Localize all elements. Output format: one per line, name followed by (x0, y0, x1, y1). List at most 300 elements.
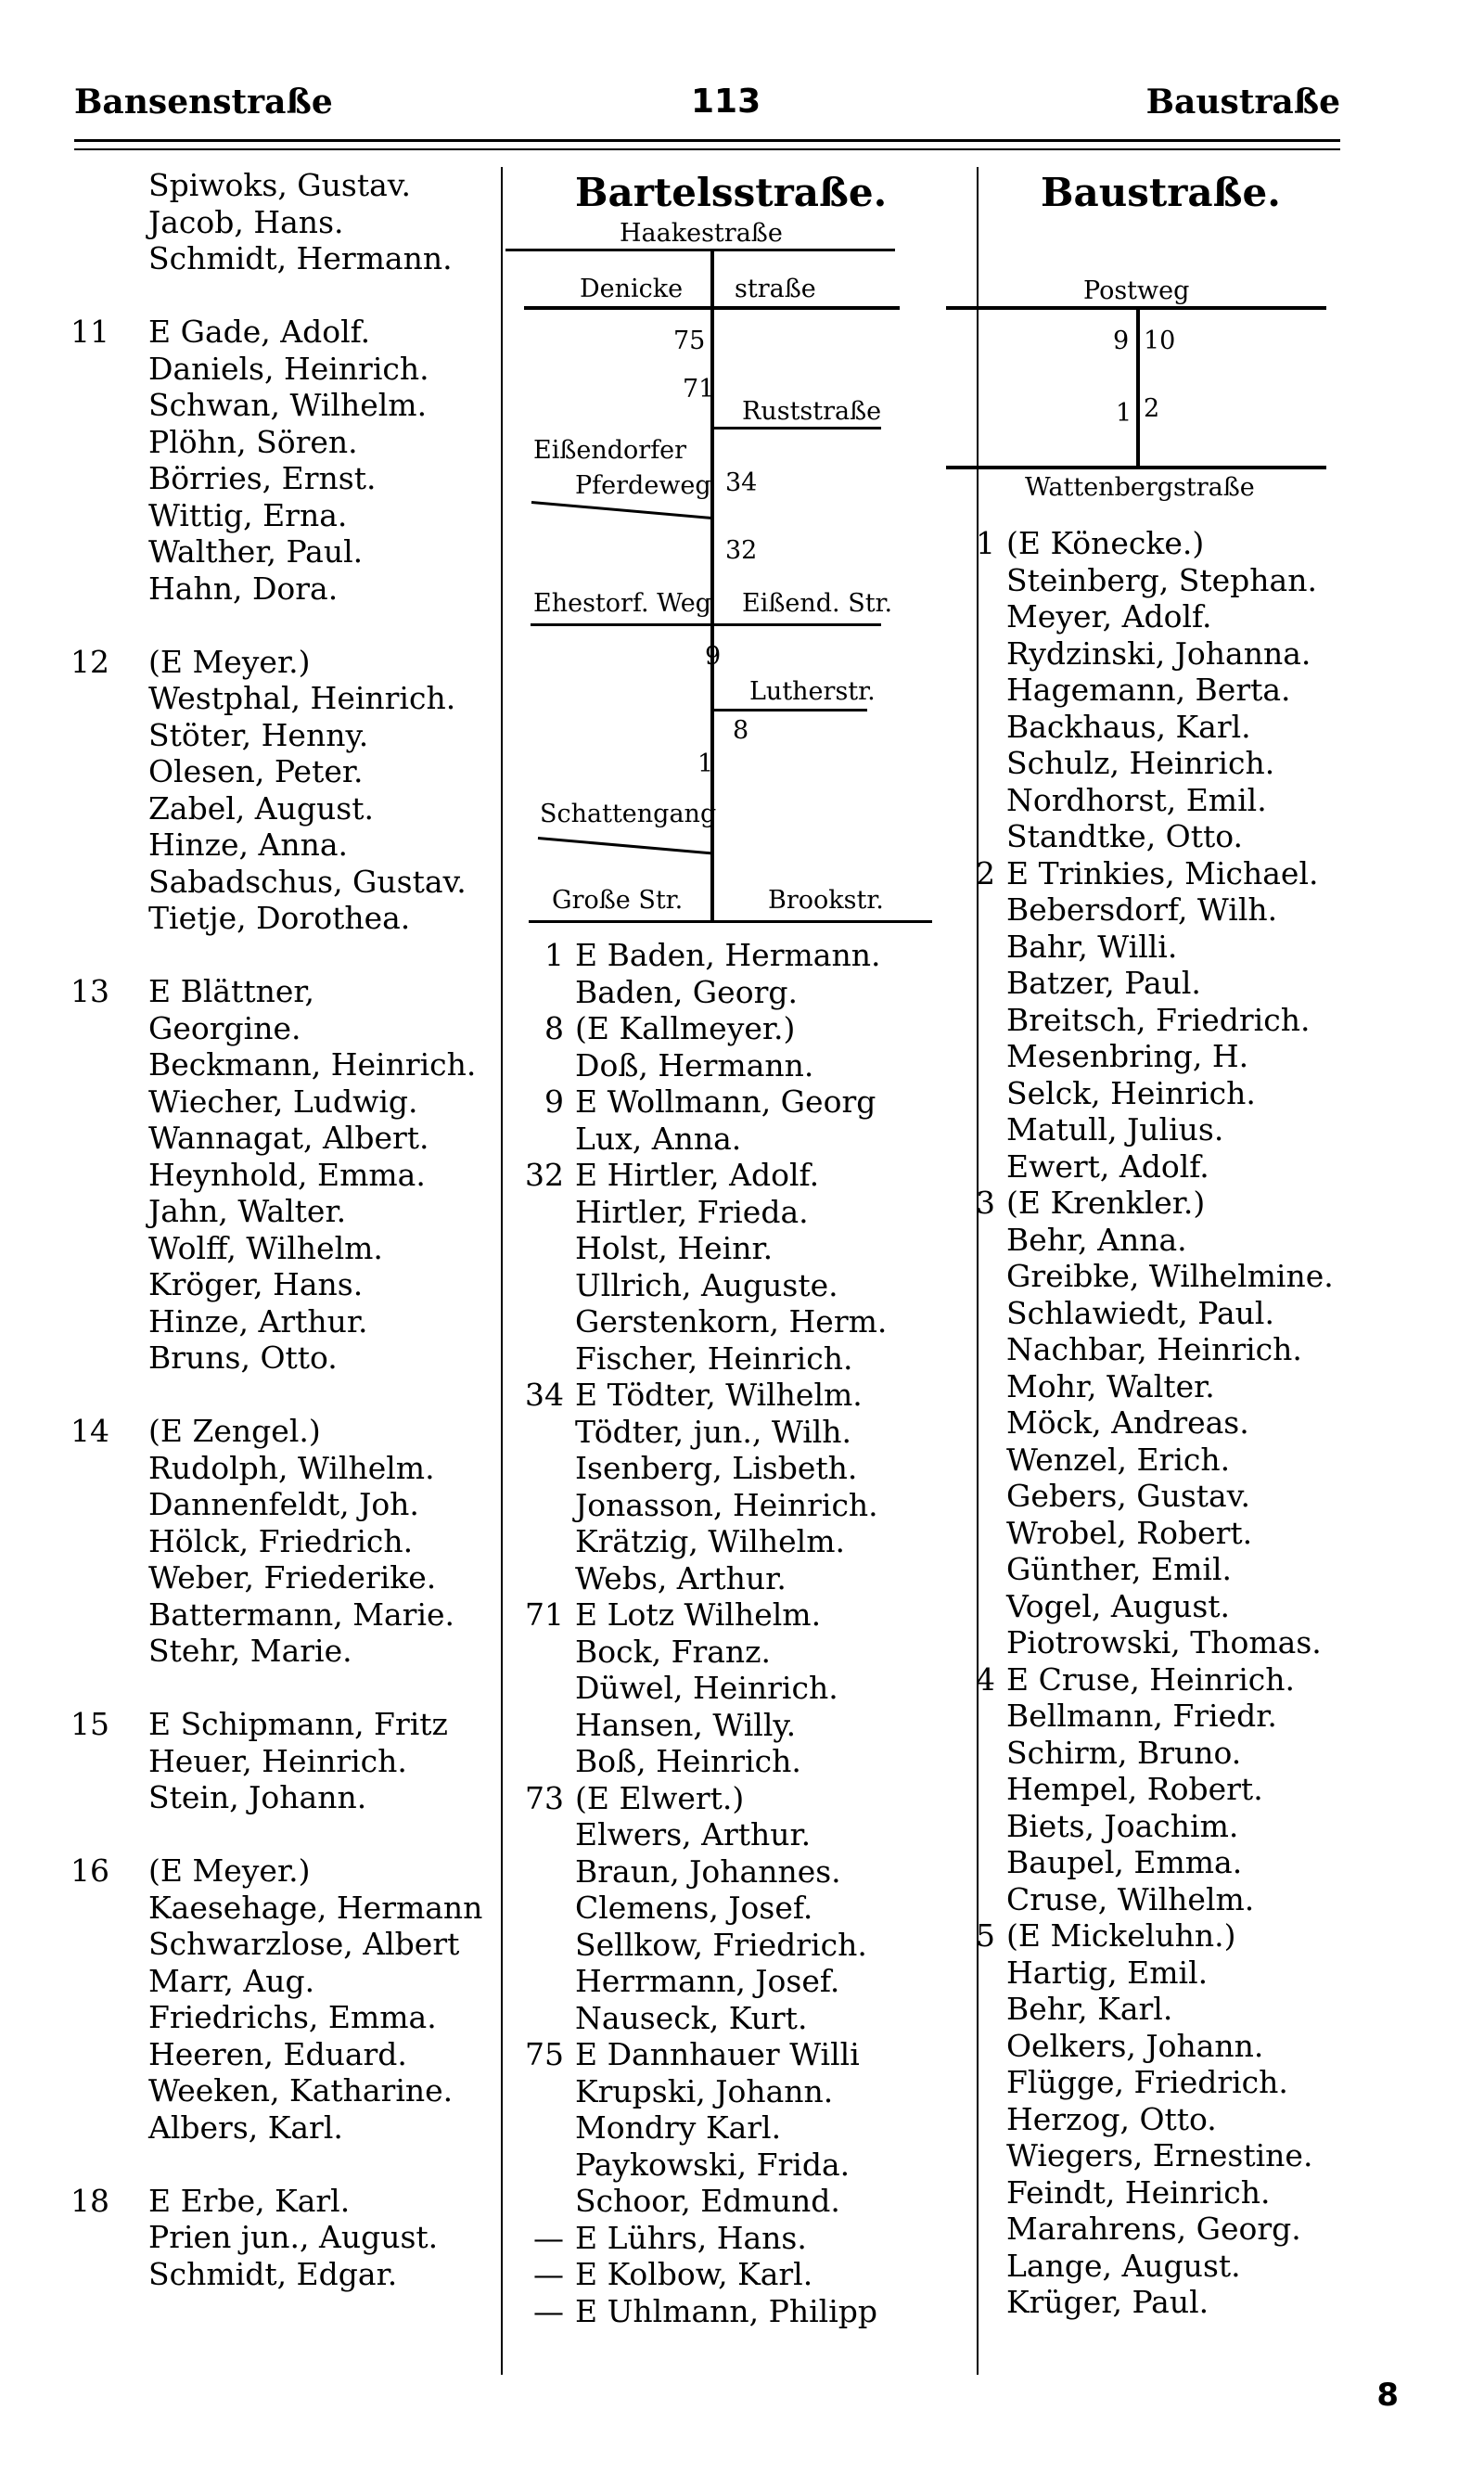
diagram-n34: 34 (725, 468, 758, 497)
bartels-row (519, 1780, 974, 1817)
bau-row (951, 1955, 1461, 1992)
bartels-row (519, 1230, 974, 1267)
bau-resident-name: Steinberg, Stephan. (1006, 561, 1317, 598)
bau-row (951, 1515, 1461, 1552)
bau-row (951, 1478, 1461, 1515)
bartels-row (519, 1596, 974, 1634)
bau-row (951, 1991, 1461, 2028)
bau-row (951, 2284, 1461, 2321)
diagram-line-luther (714, 709, 867, 711)
bau-resident-name: Rydzinski, Johanna. (1006, 635, 1311, 672)
bau-row (951, 2028, 1461, 2065)
bartels-resident-name: E Kolbow, Karl. (575, 2256, 813, 2292)
bau-resident-name: Hempel, Robert. (1006, 1771, 1263, 1807)
header-page-number: 113 (691, 83, 761, 121)
bau-resident-name: Gebers, Gustav. (1006, 1478, 1250, 1514)
bansen-row (65, 1486, 501, 1523)
bartels-resident-name: Tödter, jun., Wilh. (575, 1413, 852, 1450)
bartels-row (519, 1010, 974, 1047)
bansen-resident-name: Jahn, Walter. (148, 1193, 347, 1229)
bartels-row (519, 2293, 974, 2330)
bansen-resident-name: Kaesehage, Hermann (148, 1889, 483, 1926)
bansen-row (65, 2109, 501, 2147)
header-right-street: Baustraße (1145, 83, 1340, 122)
bansen-resident-name: E Schipmann, Fritz (148, 1706, 448, 1742)
bansen-row (65, 1559, 501, 1596)
bartels-resident-name: Schoor, Edmund. (575, 2183, 840, 2219)
bau-resident-name: Günther, Emil. (1006, 1551, 1233, 1587)
bartels-resident-name: Düwel, Heinrich. (575, 1670, 838, 1706)
diagram-brookstr: Brookstr. (768, 886, 884, 915)
diagram-grosse-str: Große Str. (552, 886, 684, 915)
bansen-resident-name: Beckmann, Heinrich. (148, 1046, 477, 1083)
bartels-resident-name: Webs, Arthur. (575, 1559, 787, 1596)
bau-row (951, 1111, 1461, 1148)
diagram-lutherstr: Lutherstr. (749, 677, 876, 706)
bau-row (951, 1735, 1461, 1772)
bau-row (951, 1917, 1461, 1955)
bartels-resident-name: (E Kallmeyer.) (575, 1010, 796, 1046)
bansen-resident-name: (E Meyer.) (148, 1852, 311, 1889)
bau-row (951, 818, 1461, 855)
bau-resident-name: Cruse, Wilhelm. (1006, 1880, 1255, 1917)
bartels-resident-name: Herrmann, Josef. (575, 1963, 840, 1999)
bartels-resident-name: Baden, Georg. (575, 973, 798, 1010)
bau-resident-name: Marahrens, Georg. (1006, 2211, 1301, 2247)
bau-resident-name: Wrobel, Robert. (1006, 1514, 1253, 1551)
bartels-row (519, 1963, 974, 2000)
bansen-resident-name: Schwarzlose, Albert (148, 1926, 460, 1962)
diagram-line-rust (714, 427, 881, 429)
bansen-resident-name: Battermann, Marie. (148, 1596, 455, 1633)
header-rule-bottom (74, 148, 1340, 150)
diagram-n71: 71 (683, 375, 715, 404)
bartels-resident-name: E Lührs, Hans. (575, 2219, 807, 2256)
bansen-resident-name: Hinze, Arthur. (148, 1302, 368, 1340)
diagram-bau-n2: 2 (1144, 394, 1160, 423)
bartels-house-number: 8 (544, 1010, 564, 1046)
bau-house-number: 1 (976, 525, 995, 561)
bau-resident-name: Oelkers, Johann. (1006, 2027, 1264, 2064)
bartels-resident-name: Bock, Franz. (575, 1633, 772, 1670)
bansen-row (65, 1926, 501, 1963)
diagram-schattengang: Schattengang (540, 800, 717, 828)
bansen-row (65, 1963, 501, 2000)
diagram-ruststrasse: Ruststraße (742, 397, 882, 426)
bartels-row (519, 2036, 974, 2073)
bartels-row (519, 2220, 974, 2257)
bau-resident-name: Baupel, Emma. (1006, 1844, 1243, 1880)
bansen-resident-name: Wiecher, Ludwig. (148, 1083, 418, 1120)
bartels-house-number: — (533, 2256, 564, 2292)
bansen-resident-name: Westphal, Heinrich. (148, 680, 456, 716)
bau-resident-name: Piotrowski, Thomas. (1006, 1624, 1322, 1660)
bansen-resident-name: Wolff, Wilhelm. (148, 1229, 383, 1266)
bansen-resident-name: Schwan, Wilhelm. (148, 387, 428, 423)
bansen-row (65, 2072, 501, 2109)
bau-resident-name: (E Könecke.) (1006, 525, 1205, 561)
diagram-line-pferdeweg (531, 501, 712, 519)
bartels-row (519, 1267, 974, 1304)
diagram-line-ehestorf (531, 623, 881, 626)
diagram-n9: 9 (705, 642, 722, 671)
bau-resident-name: Bebersdorf, Wilh. (1006, 891, 1278, 928)
bansen-resident-name: Bruns, Otto. (148, 1340, 338, 1376)
bau-row (951, 2137, 1461, 2174)
bartels-resident-name: (E Elwert.) (575, 1779, 745, 1816)
bansen-row (65, 790, 501, 827)
bartels-house-number: — (533, 2292, 564, 2329)
bau-house-number: 2 (976, 854, 995, 891)
bartels-row (519, 2256, 974, 2293)
diagram-line-wattenberg (946, 466, 1326, 469)
bartels-resident-name: E Uhlmann, Philipp (575, 2292, 878, 2329)
bansen-row (65, 1266, 501, 1303)
diagram-pferdeweg: Pferdeweg (575, 471, 711, 500)
bartels-resident-name: E Hirtler, Adolf. (575, 1157, 820, 1193)
diagram-bau-n9: 9 (1113, 327, 1130, 355)
bansen-resident-name: Daniels, Heinrich. (148, 350, 429, 387)
bansen-row (65, 1670, 501, 1707)
bartels-row (519, 1047, 974, 1084)
bansen-resident-name: E Gade, Adolf. (148, 314, 371, 350)
bartels-house-number: 73 (525, 1779, 564, 1816)
diagram-wattenberg: Wattenbergstraße (1025, 473, 1255, 502)
diagram-line-denicke (524, 306, 900, 310)
bartels-resident-name: E Lotz Wilhelm. (575, 1596, 822, 1633)
bau-row (951, 965, 1461, 1002)
bartels-resident-name: Braun, Johannes. (575, 1852, 841, 1890)
diagram-n8: 8 (733, 716, 749, 745)
bansen-row (65, 1083, 501, 1121)
bartels-row (519, 1634, 974, 1671)
bau-resident-name: Schirm, Bruno. (1006, 1734, 1242, 1771)
bau-resident-name: Ewert, Adolf. (1006, 1147, 1209, 1185)
header-rule-top (74, 139, 1340, 142)
bartels-row (519, 1707, 974, 1744)
page-mark: 8 (1376, 2377, 1399, 2414)
bansen-resident-name: Weeken, Katharine. (148, 2072, 454, 2109)
bartels-house-number: 71 (525, 1596, 564, 1633)
column-baustrasse (951, 525, 1461, 2321)
bau-row (951, 1881, 1461, 1918)
bansen-house-number: 18 (70, 2182, 109, 2219)
diagram-postweg: Postweg (1083, 276, 1190, 305)
bau-resident-name: Wiegers, Ernestine. (1006, 2137, 1313, 2173)
bansen-row (65, 1852, 501, 1890)
bartels-row (519, 2000, 974, 2037)
bansen-row (65, 1743, 501, 1780)
bansen-house-number: 13 (70, 973, 109, 1009)
diagram-denicke: Denicke (580, 275, 684, 303)
bartels-row (519, 1303, 974, 1340)
bansen-row (65, 1193, 501, 1230)
bartels-house-number: 34 (525, 1377, 564, 1413)
bau-row (951, 635, 1461, 673)
bau-resident-name: Lange, August. (1006, 2247, 1241, 2284)
bau-row (951, 855, 1461, 892)
bansen-row (65, 864, 501, 901)
bau-row (951, 1404, 1461, 1442)
diagram-eissend-str: Eißend. Str. (742, 589, 893, 618)
bau-row (951, 1551, 1461, 1588)
bartels-resident-name: E Baden, Hermann. (575, 937, 881, 973)
bau-row (951, 1368, 1461, 1405)
bansen-row (65, 460, 501, 497)
bansen-row (65, 1377, 501, 1414)
bansen-resident-name: Heuer, Heinrich. (148, 1742, 407, 1779)
bau-row (951, 1698, 1461, 1735)
bartels-resident-name: Hirtler, Frieda. (575, 1193, 809, 1230)
bansen-resident-name: Schmidt, Edgar. (148, 2255, 398, 2292)
bansen-house-number: 12 (70, 643, 109, 680)
bartels-resident-name: Jonasson, Heinrich. (575, 1486, 878, 1523)
bartels-house-number: 9 (544, 1083, 564, 1120)
column-divider-left (501, 167, 503, 2375)
bansen-row (65, 1633, 501, 1670)
bansen-row (65, 1230, 501, 1267)
bansen-row (65, 1340, 501, 1377)
bansen-row (65, 1816, 501, 1853)
bau-house-number: 5 (976, 1917, 995, 1954)
bau-resident-name: Bellmann, Friedr. (1006, 1698, 1277, 1734)
bansen-row (65, 1010, 501, 1047)
bansen-resident-name: Schmidt, Hermann. (148, 240, 453, 276)
bansen-row (65, 570, 501, 608)
bau-row (951, 1771, 1461, 1808)
bartels-row (519, 1743, 974, 1780)
bau-row (951, 2101, 1461, 2138)
bansen-resident-name: Dannenfeldt, Joh. (148, 1486, 419, 1522)
bartels-resident-name: E Tödter, Wilhelm. (575, 1377, 863, 1413)
bau-row (951, 709, 1461, 746)
bartels-resident-name: E Dannhauer Willi (575, 2036, 860, 2072)
bau-row (951, 1588, 1461, 1625)
bau-resident-name: (E Mickeluhn.) (1006, 1917, 1236, 1954)
bansen-resident-name: E Erbe, Karl. (148, 2182, 351, 2219)
bansen-resident-name: Wittig, Erna. (148, 496, 348, 533)
bartels-house-number: 1 (544, 937, 564, 973)
column-bartelsstrasse (519, 937, 974, 2329)
bartels-resident-name: Paykowski, Frida. (575, 2146, 851, 2183)
bau-resident-name: Mohr, Walter. (1006, 1367, 1215, 1404)
bau-resident-name: Bahr, Willi. (1006, 928, 1178, 965)
bau-row (951, 745, 1461, 782)
bansen-row (65, 387, 501, 424)
bartels-row (519, 1523, 974, 1560)
bansen-resident-name: Albers, Karl. (148, 2109, 343, 2146)
bansen-row (65, 277, 501, 314)
bansen-row (65, 1413, 501, 1450)
bau-row (951, 891, 1461, 929)
bansen-resident-name: Stein, Johann. (148, 1779, 367, 1815)
bansen-row (65, 424, 501, 461)
bansen-resident-name: Wannagat, Albert. (148, 1120, 429, 1156)
bansen-row (65, 1890, 501, 1927)
bansen-resident-name: Hinze, Anna. (148, 827, 348, 863)
bau-row (951, 2248, 1461, 2285)
bartels-row (519, 1121, 974, 1158)
bau-resident-name: Feindt, Heinrich. (1006, 2173, 1271, 2211)
bau-resident-name: E Trinkies, Michael. (1006, 854, 1319, 891)
bau-resident-name: Herzog, Otto. (1006, 2100, 1217, 2137)
bartels-house-number: — (533, 2219, 564, 2256)
bartels-row (519, 1157, 974, 1194)
bartels-row (519, 1414, 974, 1451)
diagram-bau-n10: 10 (1144, 327, 1176, 355)
bau-resident-name: Hagemann, Berta. (1006, 672, 1291, 708)
bansen-resident-name: Heeren, Eduard. (148, 2035, 407, 2072)
bansen-row (65, 1120, 501, 1157)
bansen-row (65, 644, 501, 681)
bartels-row (519, 1340, 974, 1378)
bansen-resident-name: Friedrichs, Emma. (148, 1999, 437, 2035)
bansen-row (65, 2036, 501, 2073)
bansen-row (65, 1046, 501, 1083)
bau-row (951, 1038, 1461, 1075)
bartels-row (519, 2183, 974, 2220)
bansen-resident-name: Stehr, Marie. (148, 1633, 352, 1669)
bansen-row (65, 900, 501, 937)
bansen-row (65, 1157, 501, 1194)
bansen-resident-name: Zabel, August. (148, 789, 374, 827)
bansen-resident-name: Börries, Ernst. (148, 460, 377, 496)
bartels-resident-name: Lux, Anna. (575, 1120, 742, 1157)
bartels-row (519, 937, 974, 974)
bansen-row (65, 1523, 501, 1560)
bansen-resident-name: (E Meyer.) (148, 643, 311, 680)
bau-row (951, 2211, 1461, 2248)
bartels-resident-name: Nauseck, Kurt. (575, 1999, 808, 2036)
bansen-resident-name: Hölck, Friedrich. (148, 1522, 414, 1559)
bansen-row (65, 240, 501, 277)
bartels-row (519, 1890, 974, 1927)
bansen-resident-name: Walther, Paul. (148, 533, 364, 570)
bau-row (951, 1331, 1461, 1368)
bau-row (951, 1222, 1461, 1259)
bansen-row (65, 1999, 501, 2036)
bau-row (951, 1002, 1461, 1039)
bau-resident-name: Wenzel, Erich. (1006, 1441, 1231, 1478)
bau-row (951, 672, 1461, 709)
bansen-resident-name: Heynhold, Emma. (148, 1156, 426, 1193)
diagram-strasse: straße (735, 275, 816, 303)
bartels-resident-name: Doß, Hermann. (575, 1046, 814, 1083)
bansen-row (65, 1303, 501, 1340)
bansen-row (65, 2256, 501, 2293)
bansen-row (65, 2146, 501, 2183)
bartels-resident-name: Isenberg, Lisbeth. (575, 1450, 858, 1486)
bau-resident-name: Hartig, Emil. (1006, 1954, 1209, 1991)
bartels-resident-name: Boß, Heinrich. (575, 1743, 801, 1779)
bansen-row (65, 1779, 501, 1816)
bansen-resident-name: Rudolph, Wilhelm. (148, 1449, 435, 1486)
bartels-row (519, 1816, 974, 1853)
bau-resident-name: Möck, Andreas. (1006, 1404, 1249, 1441)
bartels-row (519, 1450, 974, 1487)
diagram-n1: 1 (697, 750, 714, 778)
bau-resident-name: Behr, Karl. (1006, 1991, 1173, 2027)
bau-row (951, 1661, 1461, 1698)
bau-resident-name: Nordhorst, Emil. (1006, 781, 1267, 818)
bartels-resident-name: Elwers, Arthur. (575, 1816, 812, 1852)
bau-resident-name: Schlawiedt, Paul. (1006, 1294, 1274, 1331)
bartels-row (519, 1670, 974, 1707)
bansen-row (65, 937, 501, 974)
bansen-resident-name: (E Zengel.) (148, 1413, 321, 1449)
bau-resident-name: Behr, Anna. (1006, 1221, 1187, 1258)
bau-resident-name: Batzer, Paul. (1006, 965, 1201, 1001)
bansen-row (65, 204, 501, 241)
bansen-resident-name: Spiwoks, Gustav. (148, 167, 412, 203)
bartels-row (519, 1194, 974, 1231)
bau-row (951, 1185, 1461, 1222)
bansen-row (65, 1706, 501, 1743)
bartels-resident-name: Krätzig, Wilhelm. (575, 1523, 845, 1559)
bansen-resident-name: Weber, Friederike. (148, 1559, 437, 1596)
bansen-resident-name: Hahn, Dora. (148, 570, 339, 607)
bansen-row (65, 314, 501, 351)
bau-resident-name: Schulz, Heinrich. (1006, 745, 1275, 781)
bansen-house-number: 16 (70, 1852, 109, 1889)
bau-row (951, 2064, 1461, 2101)
bartels-row (519, 2073, 974, 2110)
bau-title: Baustraße. (1041, 170, 1281, 215)
diagram-ehestorf: Ehestorf. Weg (533, 589, 711, 618)
bartels-row (519, 974, 974, 1011)
bartels-house-number: 32 (525, 1157, 564, 1193)
bansen-resident-name: Sabadschus, Gustav. (148, 863, 467, 900)
bartels-resident-name: E Wollmann, Georg (575, 1083, 876, 1120)
bartels-resident-name: Mondry Karl. (575, 2109, 782, 2146)
bau-resident-name: Matull, Julius. (1006, 1111, 1224, 1147)
bansen-row (65, 827, 501, 864)
bartels-row (519, 2147, 974, 2184)
bau-row (951, 782, 1461, 819)
diagram-bau-street (1136, 308, 1140, 468)
bartels-row (519, 1853, 974, 1891)
bau-row (951, 525, 1461, 562)
bau-resident-name: Nachbar, Heinrich. (1006, 1331, 1302, 1367)
bau-resident-name: Flügge, Friedrich. (1006, 2064, 1288, 2100)
bau-row (951, 1075, 1461, 1112)
bansen-resident-name: Georgine. (148, 1009, 301, 1046)
bansen-row (65, 1450, 501, 1487)
bau-house-number: 4 (976, 1660, 995, 1698)
bansen-resident-name: Tietje, Dorothea. (148, 900, 411, 936)
bartels-row (519, 1560, 974, 1597)
bansen-resident-name: Plöhn, Sören. (148, 423, 358, 460)
bau-row (951, 1148, 1461, 1186)
bau-row (951, 562, 1461, 599)
bansen-row (65, 1596, 501, 1634)
bansen-resident-name: Prien jun., August. (148, 2219, 439, 2255)
bartels-resident-name: Krupski, Johann. (575, 2072, 834, 2109)
diagram-bau-n1: 1 (1116, 399, 1132, 428)
bartels-row (519, 1927, 974, 1964)
bartels-resident-name: Ullrich, Auguste. (575, 1266, 838, 1303)
bartels-row (519, 1083, 974, 1121)
bansen-row (65, 2219, 501, 2256)
bau-resident-name: Breitsch, Friedrich. (1006, 1001, 1311, 1038)
bau-resident-name: Krüger, Paul. (1006, 2284, 1209, 2320)
bansen-house-number: 14 (70, 1413, 109, 1449)
bau-row (951, 929, 1461, 966)
bartels-resident-name: Holst, Heinr. (575, 1230, 774, 1266)
bartels-house-number: 75 (525, 2036, 564, 2072)
header-left-street: Bansenstraße (74, 83, 333, 122)
bau-row (951, 1624, 1461, 1661)
